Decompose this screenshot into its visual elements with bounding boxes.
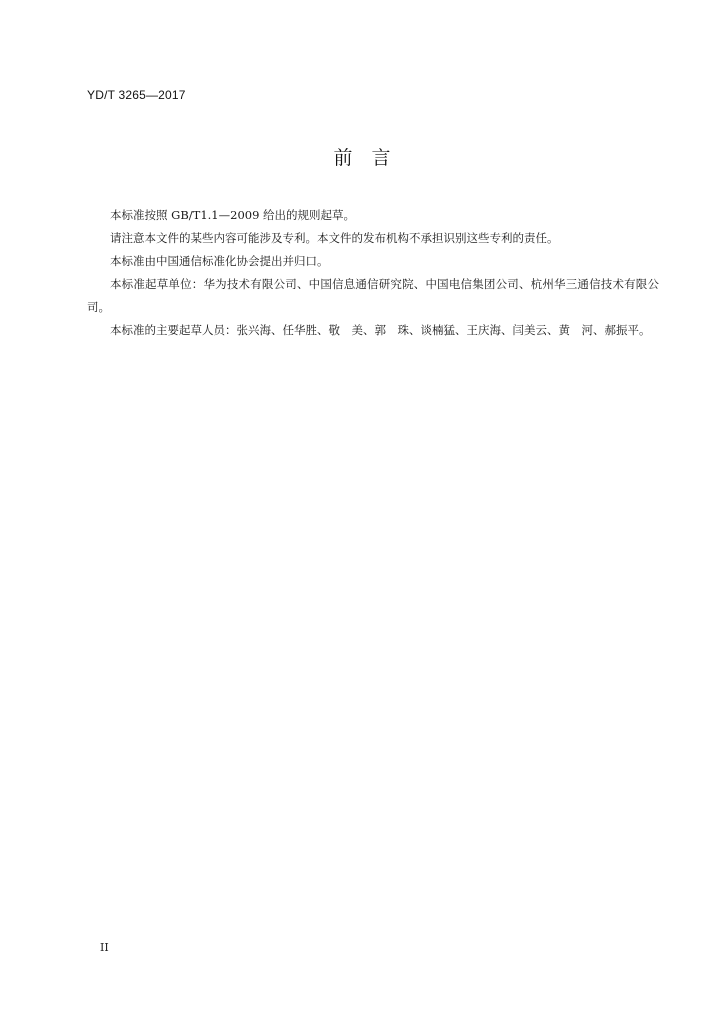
document-code: YD/T 3265—2017 — [87, 88, 186, 102]
paragraph-proposer: 本标准由中国通信标准化协会提出并归口。 — [110, 254, 329, 268]
page-title: 前 言 — [333, 147, 391, 169]
paragraph-drafting-units: 本标准起草单位：华为技术有限公司、中国信息通信研究院、中国电信集团公司、杭州华三通信技术有限公司。 — [87, 277, 659, 314]
paragraph-drafters: 本标准的主要起草人员：张兴海、任华胜、敬 美、郭 珠、谈楠猛、王庆海、闫美云、黄 河、郝振平。 — [110, 323, 651, 337]
foreword-body — [87, 204, 659, 342]
page-number: II — [100, 941, 109, 954]
paragraph-patent-notice: 请注意本文件的某些内容可能涉及专利。本文件的发布机构不承担识别这些专利的责任。 — [110, 231, 559, 245]
paragraph-drafting-rules: 本标准按照 GB/T1.1—2009 给出的规则起草。 — [110, 208, 356, 222]
